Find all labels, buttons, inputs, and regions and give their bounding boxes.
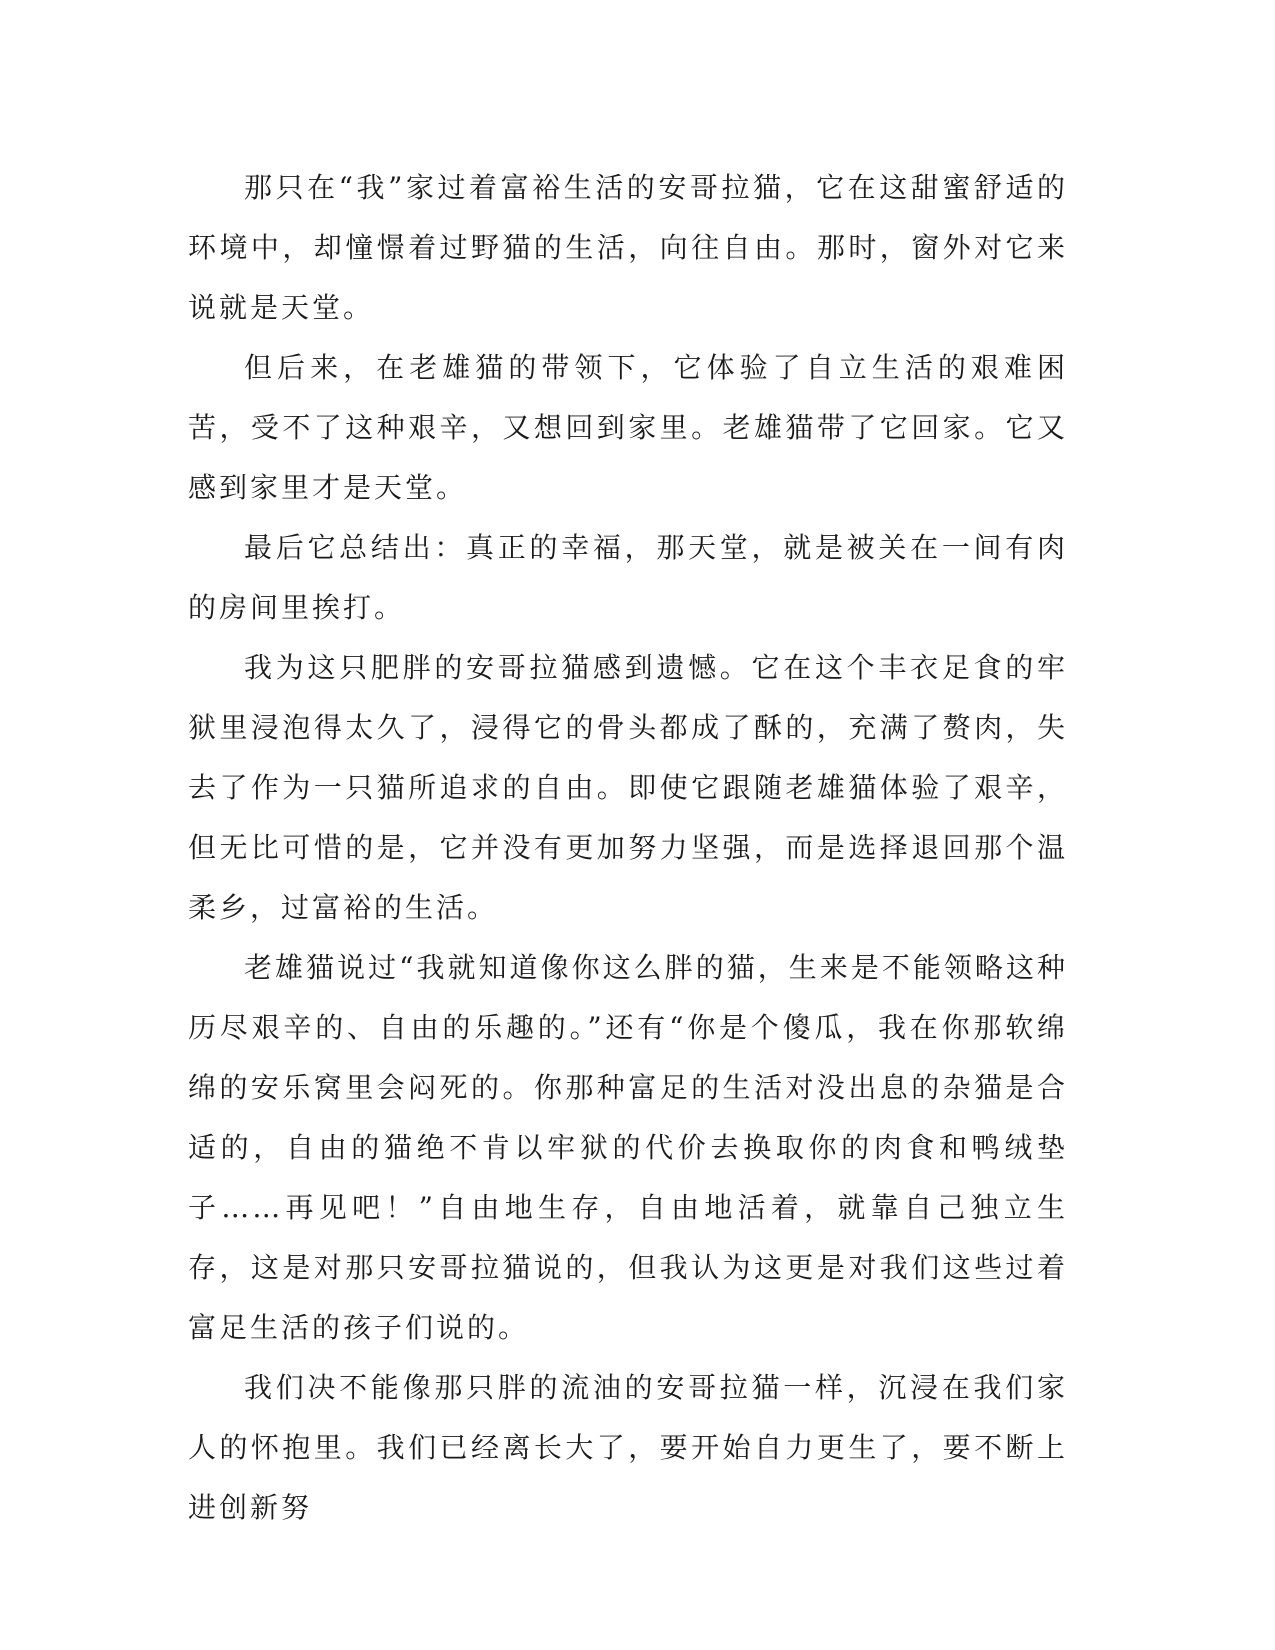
paragraph-3: 最后它总结出：真正的幸福，那天堂，就是被关在一间有肉的房间里挨打。 xyxy=(188,531,1068,624)
paragraph-5: 老雄猫说过“我就知道像你这么胖的猫，生来是不能领略这种历尽艰辛的、自由的乐趣的。”还有“你是个傻瓜，我在你那软绵绵的安乐窝里会闷死的。你那种富足的生活对没出息的杂猫是合适的，自由的猫绝不肯以牢狱的代价去换取你的肉食和鸭绒垫子……再见吧！”自由地生存，自由地活着，就靠自己独立生存，这是对那只安哥拉猫说的，但我认为这更是对我们这些过着富足生活的孩子们说的。 xyxy=(188,951,1068,1344)
paragraph-6: 我们决不能像那只胖的流油的安哥拉猫一样，沉浸在我们家人的怀抱里。我们已经离长大了，要开始自力更生了，要不断上进创新努 xyxy=(188,1371,1068,1524)
paragraph-2: 但后来，在老雄猫的带领下，它体验了自立生活的艰难困苦，受不了这种艰辛，又想回到家里。老雄猫带了它回家。它又感到家里才是天堂。 xyxy=(188,351,1068,504)
paragraph-1: 那只在“我”家过着富裕生活的安哥拉猫，它在这甜蜜舒适的环境中，却憧憬着过野猫的生活，向往自由。那时，窗外对它来说就是天堂。 xyxy=(188,171,1068,324)
paragraph-4: 我为这只肥胖的安哥拉猫感到遗憾。它在这个丰衣足食的牢狱里浸泡得太久了，浸得它的骨头都成了酥的，充满了赘肉，失去了作为一只猫所追求的自由。即使它跟随老雄猫体验了艰辛，但无比可惜的是，它并没有更加努力坚强，而是选择退回那个温柔乡，过富裕的生活。 xyxy=(188,651,1068,924)
document-body xyxy=(188,158,1068,1538)
